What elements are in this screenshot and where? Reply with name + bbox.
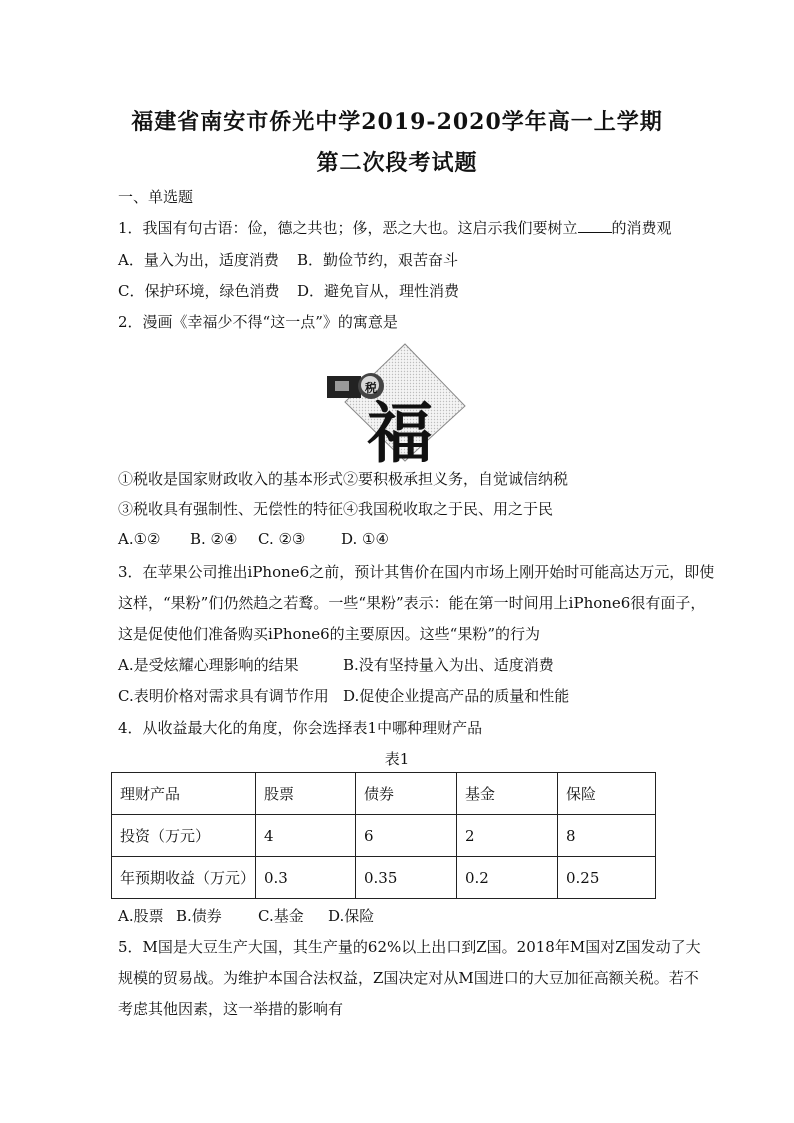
q2-statement-4: ④我国税收取之于民、用之于民 [343, 500, 554, 518]
q4-option-d: D.保险 [328, 907, 375, 925]
table-cell: 8 [558, 815, 656, 857]
table-cell: 6 [356, 815, 457, 857]
title-line-2: 第二次段考试题 [316, 150, 478, 176]
q2-option-c: C. ②③ [258, 530, 306, 548]
q1-blank [578, 218, 612, 233]
table-cell: 基金 [457, 773, 558, 815]
q4-stem: 4．从收益最大化的角度，你会选择表1中哪种理财产品 [118, 719, 483, 737]
q5-line-1: 5．M国是大豆生产大国，其生产量的62%以上出口到Z国。2018年M国对Z国发动了大 [118, 938, 701, 956]
table-cell: 4 [256, 815, 356, 857]
q3-option-a: A.是受炫耀心理影响的结果 [118, 656, 299, 674]
table-row [112, 857, 656, 899]
q4-option-b: B.债券 [176, 907, 222, 925]
q4-option-c: C.基金 [258, 907, 304, 925]
q2-stem: 2．漫画《幸福少不得“这一点”》的寓意是 [118, 313, 398, 331]
table-row [112, 815, 656, 857]
q2-option-b: B. ②④ [190, 530, 238, 548]
q1-option-b: B．勤俭节约，艰苦奋斗 [297, 251, 459, 269]
table-cell: 保险 [558, 773, 656, 815]
q1-stem-b: 的消费观 [611, 219, 672, 237]
q2-statement-1: ①税收是国家财政收入的基本形式 [118, 470, 344, 488]
q3-line-1: 3．在苹果公司推出iPhone6之前，预计其售价在国内市场上刚开始时可能高达万元，即使 [118, 563, 715, 581]
table-cell: 债券 [356, 773, 457, 815]
q5-line-2: 规模的贸易战。为维护本国合法权益，Z国决定对从M国进口的大豆加征高额关税。若不 [118, 969, 699, 987]
cartoon-small-char: 税 [365, 381, 378, 395]
q1-option-c: C．保护环境，绿色消费 [118, 282, 280, 300]
q3-line-2: 这样，“果粉”们仍然趋之若鹜。一些“果粉”表示：能在第一时间用上iPhone6很有面子， [118, 594, 706, 612]
q2-statement-3: ③税收具有强制性、无偿性的特征 [118, 500, 344, 518]
q1-stem-a: 1．我国有句古语：俭，德之共也；侈，恶之大也。这启示我们要树立 [118, 219, 578, 237]
q1-stem [118, 217, 672, 238]
q3-option-c: C.表明价格对需求具有调节作用 [118, 687, 329, 705]
q1-option-a: A．量入为出，适度消费 [118, 251, 279, 269]
q4-option-a: A.股票 [118, 907, 164, 925]
table-cell: 投资（万元） [112, 815, 256, 857]
table-caption: 表1 [384, 750, 410, 768]
cartoon-big-char: 福 [367, 395, 433, 463]
table-cell: 0.3 [256, 857, 356, 899]
q3-option-b: B.没有坚持量入为出、适度消费 [343, 656, 554, 674]
q5-line-3: 考虑其他因素，这一举措的影响有 [118, 1000, 344, 1018]
table-cell: 2 [457, 815, 558, 857]
q3-option-d: D.促使企业提高产品的质量和性能 [343, 687, 570, 705]
cartoon-image [325, 340, 469, 463]
section-heading: 一、单选题 [118, 188, 194, 206]
table-cell: 股票 [256, 773, 356, 815]
table-cell: 0.2 [457, 857, 558, 899]
finance-table [111, 772, 656, 899]
q1-option-d: D．避免盲从，理性消费 [297, 282, 460, 300]
table-header-row [112, 773, 656, 815]
table-cell: 0.25 [558, 857, 656, 899]
q3-line-3: 这是促使他们准备购买iPhone6的主要原因。这些“果粉”的行为 [118, 625, 541, 643]
table-cell: 理财产品 [112, 773, 256, 815]
title-line-1: 福建省南安市侨光中学2019-2020学年高一上学期 [131, 109, 663, 135]
table-cell: 年预期收益（万元） [112, 857, 256, 899]
q2-option-d: D. ①④ [341, 530, 389, 548]
table-cell: 0.35 [356, 857, 457, 899]
q2-statement-2: ②要积极承担义务，自觉诚信纳税 [343, 470, 569, 488]
q2-option-a: A.①② [118, 530, 161, 548]
